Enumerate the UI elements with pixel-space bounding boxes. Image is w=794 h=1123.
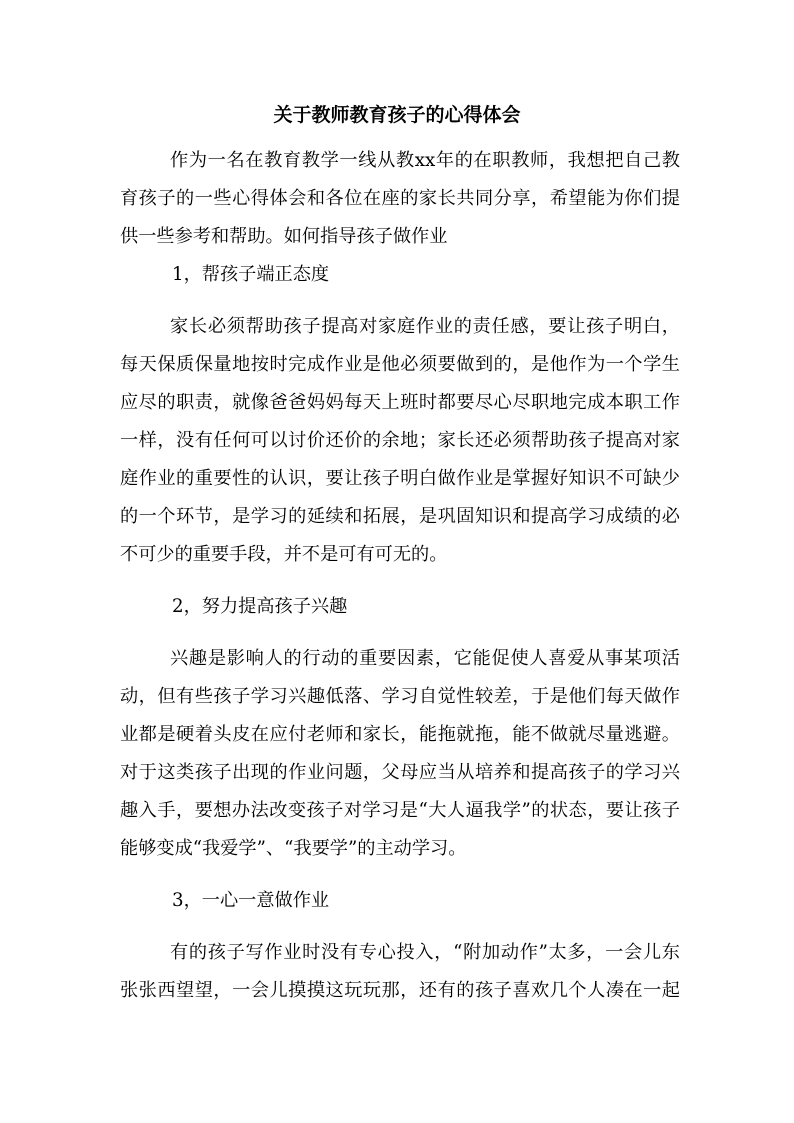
paragraph-line: 动，但有些孩子学习兴趣低落、学习自觉性较差，于是他们每天做作 [120, 686, 680, 707]
paragraph-line: 兴趣是影响人的行动的重要因素，它能促使人喜爱从事某项活 [170, 648, 680, 669]
section-heading: 3，一心一意做作业 [172, 890, 330, 911]
paragraph-line: 能够变成“我爱学”、“我要学”的主动学习。 [120, 838, 467, 859]
paragraph-line: 张张西望望，一会儿摸摸这玩玩那，还有的孩子喜欢几个人凑在一起 [120, 980, 680, 1001]
paragraph-line: 业都是硬着头皮在应付老师和家长，能拖就拖，能不做就尽量逃避。 [120, 724, 680, 745]
paragraph-line: 庭作业的重要性的认识，要让孩子明白做作业是掌握好知识不可缺少 [120, 468, 680, 489]
paragraph-line: 不可少的重要手段，并不是可有可无的。 [120, 544, 448, 565]
paragraph-line: 有的孩子写作业时没有专心投入，“附加动作”太多，一会儿东 [170, 942, 680, 963]
section-heading: 2，努力提高孩子兴趣 [172, 596, 348, 617]
paragraph-line: 一样，没有任何可以讨价还价的余地；家长还必须帮助孩子提高对家 [120, 430, 680, 451]
paragraph-line: 的一个环节，是学习的延续和拓展，是巩固知识和提高学习成绩的必 [120, 506, 680, 527]
paragraph-line: 应尽的职责，就像爸爸妈妈每天上班时都要尽心尽职地完成本职工作 [120, 392, 680, 413]
paragraph-line: 每天保质保量地按时完成作业是他必须要做到的，是他作为一个学生 [120, 354, 680, 375]
paragraph-line: 家长必须帮助孩子提高对家庭作业的责任感，要让孩子明白， [170, 316, 680, 337]
paragraph-line: 对于这类孩子出现的作业问题，父母应当从培养和提高孩子的学习兴 [120, 762, 680, 783]
section-heading: 1，帮孩子端正态度 [172, 264, 330, 285]
paragraph-line: 供一些参考和帮助。如何指导孩子做作业 [120, 226, 448, 247]
paragraph-line: 趣入手，要想办法改变孩子对学习是“大人逼我学”的状态，要让孩子 [120, 800, 680, 821]
paragraph-line: 育孩子的一些心得体会和各位在座的家长共同分享，希望能为你们提 [120, 188, 680, 209]
document-title: 关于教师教育孩子的心得体会 [273, 104, 521, 126]
paragraph-line: 作为一名在教育教学一线从教xx年的在职教师，我想把自己教 [170, 150, 680, 171]
